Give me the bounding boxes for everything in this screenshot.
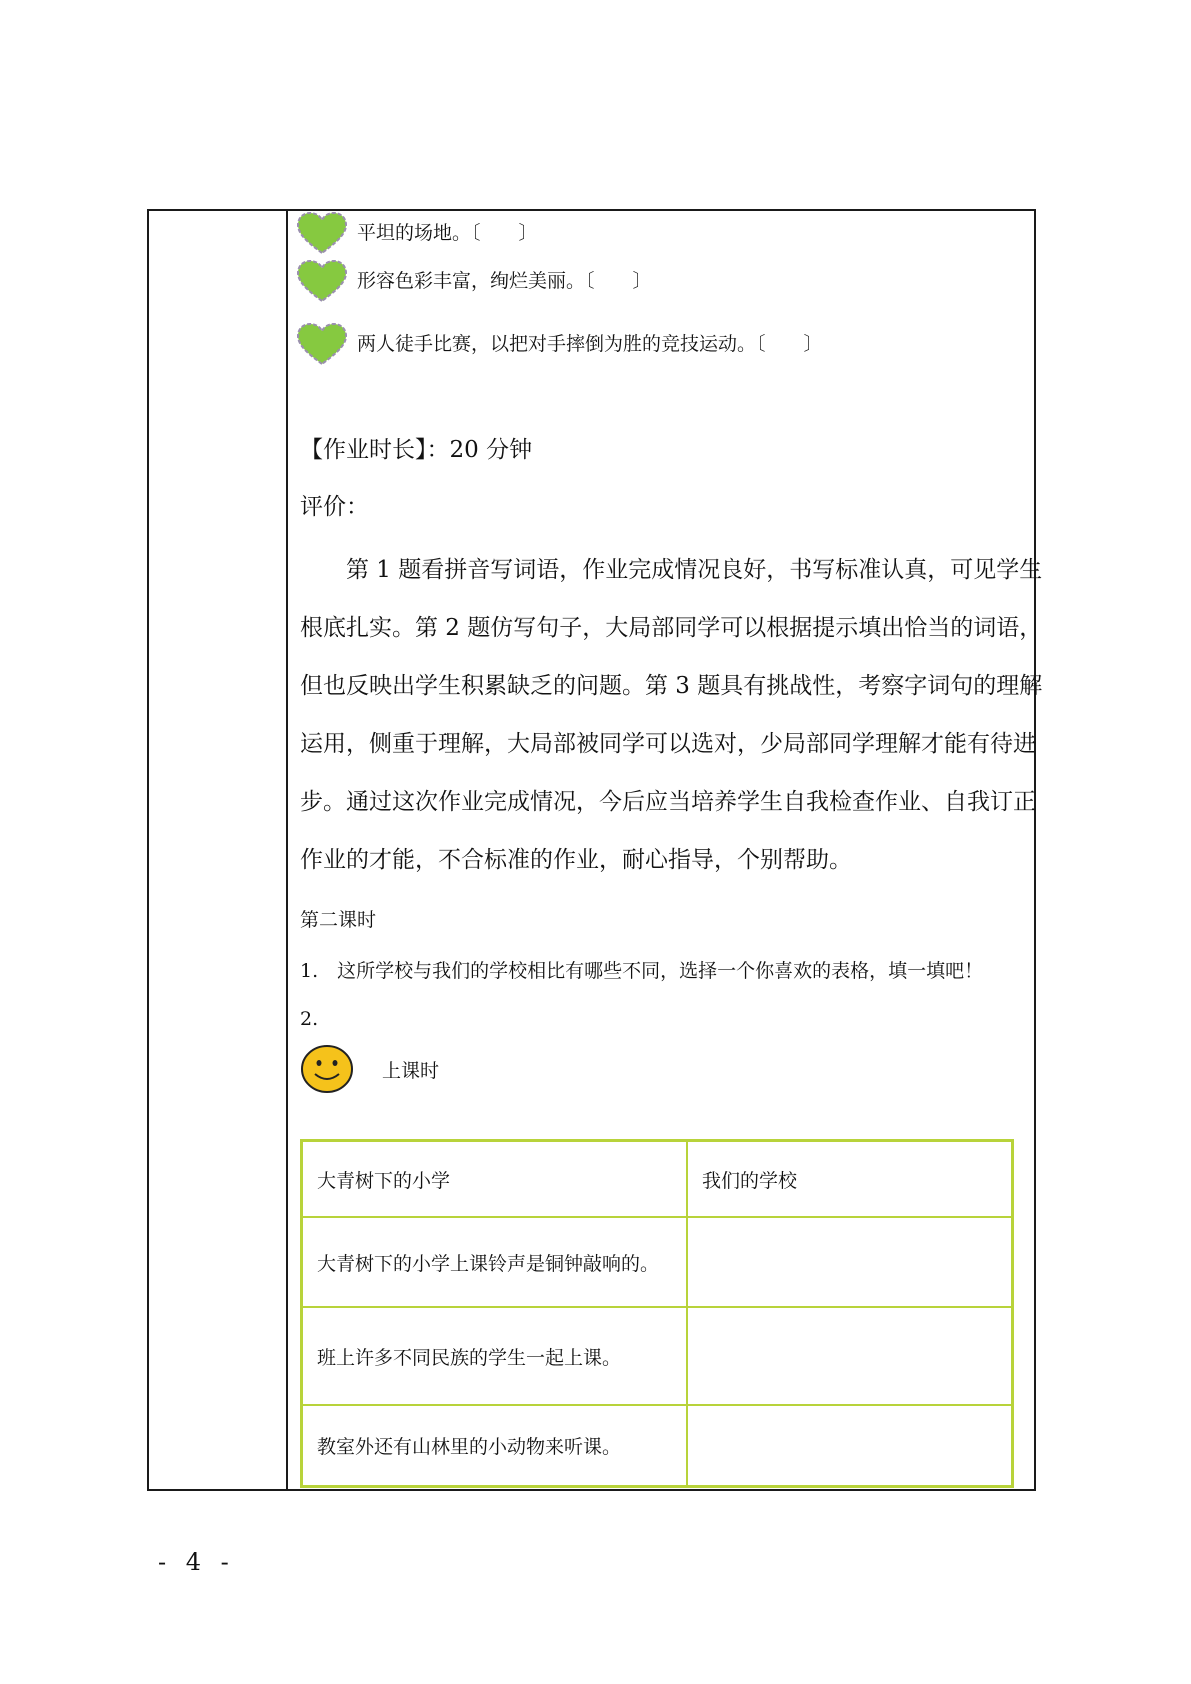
table-cell: 大青树下的小学上课铃声是铜钟敲响的。 <box>317 1252 660 1275</box>
heart-icon <box>295 210 349 256</box>
homework-duration: 【作业时长】：20 分钟 <box>300 437 533 463</box>
table-cell: 班上许多不同民族的学生一起上课。 <box>317 1346 622 1369</box>
definition-text: 两人徒手比赛，以把对手摔倒为胜的竞技运动。〔 〕 <box>357 333 823 355</box>
page-number: - 4 - <box>158 1548 235 1576</box>
table-input-cell <box>688 1218 1008 1306</box>
table-input-cell <box>688 1406 1008 1485</box>
smile-row <box>300 1042 439 1096</box>
evaluation-paragraph <box>300 541 1043 889</box>
smile-label: 上课时 <box>382 1059 440 1082</box>
table-header-cell: 我们的学校 <box>702 1169 798 1192</box>
lesson2-title: 第二课时 <box>300 909 377 931</box>
evaluation-line: 运用，侧重于理解，大局部被同学可以选对，少局部同学理解才能有待进 <box>300 731 1036 757</box>
definition-text: 平坦的场地。〔 〕 <box>357 222 538 244</box>
evaluation-label: 评价： <box>300 494 369 520</box>
question-1: 1. 这所学校与我们的学校相比有哪些不同，选择一个你喜欢的表格，填一填吧！ <box>300 960 984 982</box>
definition-item <box>295 259 652 303</box>
evaluation-line: 根底扎实。第 2 题仿写句子，大局部同学可以根据提示填出恰当的词语， <box>300 615 1043 641</box>
heart-icon <box>295 258 349 304</box>
table-column-divider <box>286 209 288 1491</box>
table-cell: 教室外还有山林里的小动物来听课。 <box>317 1436 622 1458</box>
definition-text: 形容色彩丰富，绚烂美丽。〔 〕 <box>357 270 652 292</box>
evaluation-line: 作业的才能，不合标准的作业，耐心指导，个别帮助。 <box>300 847 852 873</box>
smiley-face-icon <box>300 1043 354 1095</box>
definition-item <box>295 322 823 366</box>
definition-item <box>295 211 538 255</box>
evaluation-line: 但也反映出学生积累缺乏的问题。第 3 题具有挑战性，考察字词句的理解 <box>300 673 1043 699</box>
question-2: 2. <box>300 1008 319 1030</box>
heart-icon <box>295 321 349 367</box>
table-header-cell: 大青树下的小学 <box>317 1169 451 1192</box>
table-input-cell <box>688 1308 1008 1404</box>
evaluation-line: 步。通过这次作业完成情况，今后应当培养学生自我检查作业、自我订正 <box>300 789 1036 815</box>
evaluation-line: 第 1 题看拼音写词语，作业完成情况良好，书写标准认真，可见学生 <box>300 557 1043 583</box>
comparison-table <box>300 1139 1014 1488</box>
